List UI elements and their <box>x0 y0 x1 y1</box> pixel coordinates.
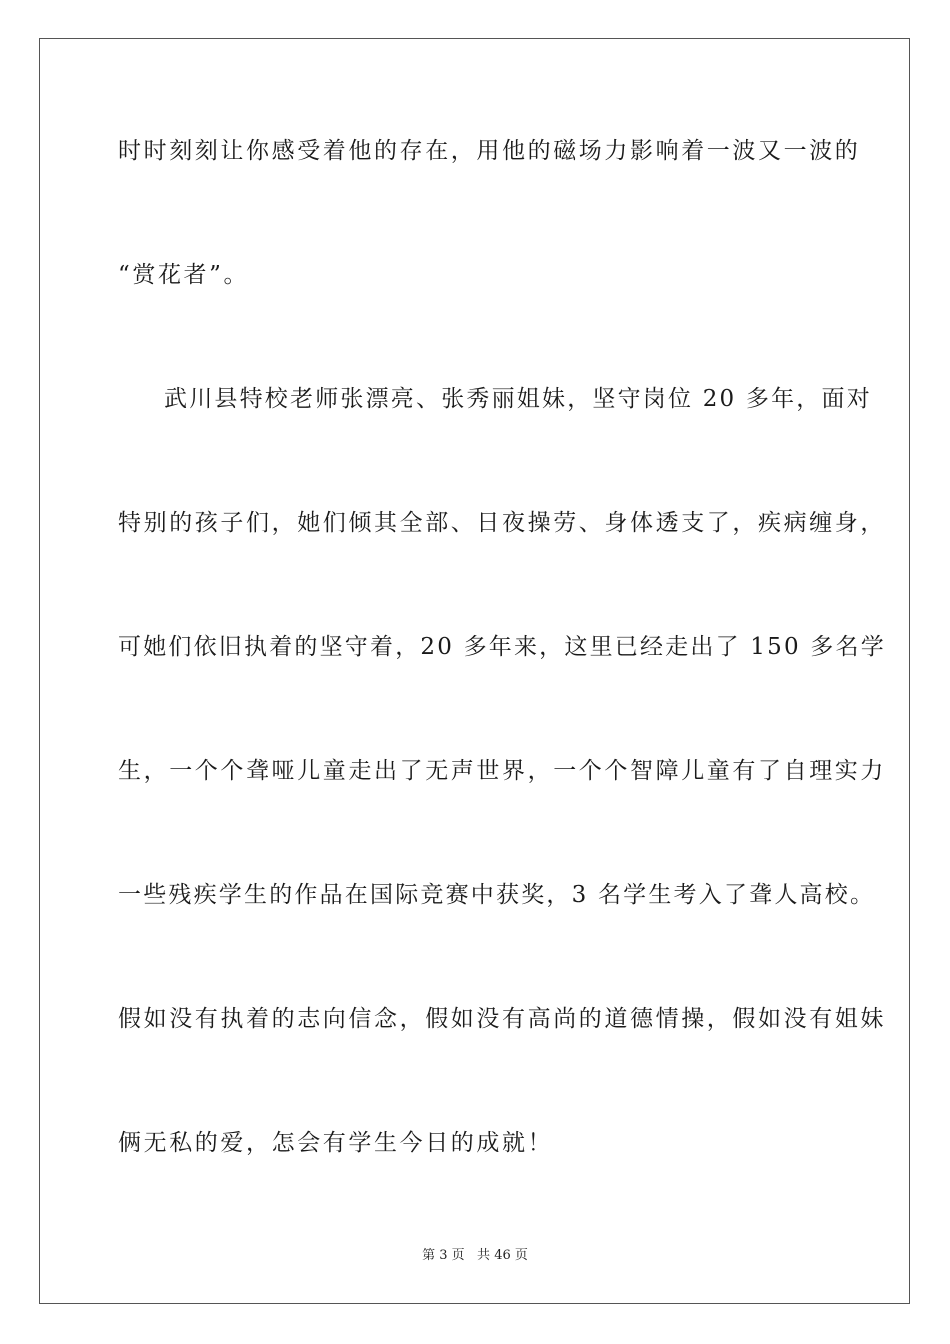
text-line-2: “赏花者”。 <box>118 262 250 288</box>
text-line-4: 特别的孩子们，她们倾其全部、日夜操劳、身体透支了，疾病缠身， <box>118 510 886 536</box>
text-line-5: 可她们依旧执着的坚守着，20 多年来，这里已经走出了 150 多名学 <box>118 634 886 660</box>
page-border <box>39 38 910 1304</box>
page-number-footer: 第 3 页 共 46 页 <box>422 1248 528 1263</box>
text-line-1: 时时刻刻让你感受着他的存在，用他的磁场力影响着一波又一波的 <box>118 138 861 164</box>
text-line-7: 一些残疾学生的作品在国际竞赛中获奖，3 名学生考入了聋人高校。 <box>118 882 876 908</box>
text-line-9: 俩无私的爱，怎会有学生今日的成就！ <box>118 1130 554 1156</box>
text-line-8: 假如没有执着的志向信念，假如没有高尚的道德情操，假如没有姐妹 <box>118 1006 886 1032</box>
text-line-6: 生，一个个聋哑儿童走出了无声世界，一个个智障儿童有了自理实力 <box>118 758 886 784</box>
paragraph-first-line: 武川县特校老师张漂亮、张秀丽姐妹，坚守岗位 20 多年，面对 <box>164 386 872 412</box>
